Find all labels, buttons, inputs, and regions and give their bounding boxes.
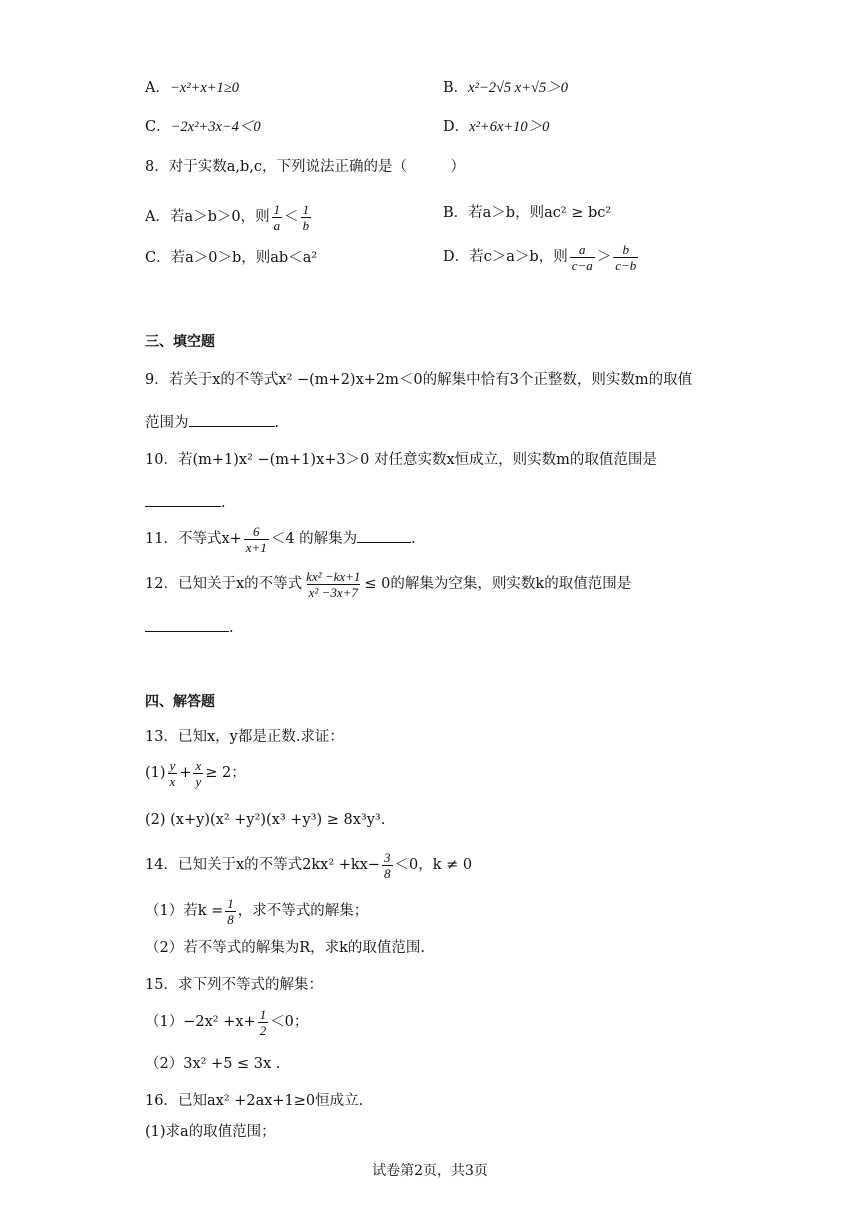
fraction bbox=[613, 242, 638, 273]
q7-option-d bbox=[443, 117, 549, 137]
option-label: C． bbox=[145, 250, 171, 266]
fraction bbox=[272, 202, 283, 233]
q10-line1: 10．若(m+1)x² −(m+1)x+3＞0 对任意实数x恒成立，则实数m的取值范围是 bbox=[145, 452, 657, 468]
period: . bbox=[411, 531, 416, 547]
q12-prefix: 12．已知关于x的不等式 bbox=[145, 576, 303, 592]
numerator: x bbox=[195, 757, 202, 773]
option-label: D． bbox=[443, 119, 470, 135]
part-prefix: （1）若k = bbox=[145, 903, 224, 919]
q16-part1: (1)求a的取值范围； bbox=[145, 1124, 276, 1140]
answer-blank[interactable] bbox=[145, 492, 221, 507]
fraction bbox=[193, 758, 203, 789]
option-label: D． bbox=[443, 249, 470, 265]
part-label: (1) bbox=[145, 765, 166, 781]
q7-option-b bbox=[443, 78, 568, 98]
section-title-fill-in: 三、填空题 bbox=[145, 334, 215, 350]
operator: ＜ bbox=[284, 209, 299, 225]
option-label: A． bbox=[145, 209, 170, 225]
option-expr: x²−2√5 x+√5＞0 bbox=[468, 80, 568, 96]
q16-stem: 16．已知ax² +2ax+1≥0恒成立. bbox=[145, 1093, 364, 1109]
option-label: C． bbox=[145, 119, 171, 135]
numerator: 1 bbox=[259, 1006, 267, 1022]
part-suffix: ，求不等式的解集； bbox=[237, 903, 369, 919]
operator: + bbox=[179, 765, 192, 781]
q13-stem: 13．已知x，y都是正数.求证： bbox=[145, 729, 344, 745]
fraction bbox=[382, 850, 393, 881]
answer-blank[interactable] bbox=[189, 412, 275, 427]
period: . bbox=[229, 620, 234, 636]
fraction bbox=[244, 524, 269, 555]
denominator: c−a bbox=[571, 257, 593, 273]
operator: ＞ bbox=[596, 249, 612, 265]
q11 bbox=[145, 522, 416, 556]
fraction bbox=[258, 1007, 269, 1038]
q13-part2: (2) (x+y)(x² +y²)(x³ +y³) ≥ 8x³y³. bbox=[145, 812, 386, 828]
fraction bbox=[570, 242, 595, 273]
numerator: y bbox=[169, 757, 176, 773]
numerator: 1 bbox=[302, 201, 310, 217]
option-text: 若a＞0＞b，则ab＜a² bbox=[170, 250, 318, 266]
q8-option-c bbox=[145, 248, 317, 268]
part-prefix: （1）−2x² +x+ bbox=[145, 1014, 256, 1030]
q8-option-d bbox=[443, 240, 640, 274]
q8-option-a bbox=[145, 200, 313, 234]
q13-part1 bbox=[145, 756, 246, 790]
fraction bbox=[304, 569, 362, 600]
option-label: B． bbox=[443, 205, 469, 221]
q11-prefix: 11．不等式x+ bbox=[145, 531, 242, 547]
q12-line2 bbox=[145, 617, 234, 638]
period: . bbox=[221, 495, 226, 511]
numerator: 1 bbox=[273, 201, 281, 217]
page-footer: 试卷第2页，共3页 bbox=[372, 1163, 488, 1179]
q10-line2 bbox=[145, 492, 226, 513]
fraction bbox=[225, 896, 236, 927]
option-pre: 若a＞b＞0，则 bbox=[169, 209, 270, 225]
part-suffix: ≥ 2； bbox=[205, 765, 246, 781]
q15-part2: （2）3x² +5 ≤ 3x . bbox=[145, 1056, 281, 1072]
numerator: b bbox=[622, 241, 630, 257]
denominator: 8 bbox=[384, 865, 391, 881]
period: . bbox=[274, 415, 280, 431]
q14-stem bbox=[145, 848, 472, 882]
fraction bbox=[168, 758, 178, 789]
option-pre: 若c＞a＞b，则 bbox=[469, 249, 568, 265]
option-expr: −x²+x+1≥0 bbox=[169, 80, 240, 96]
numerator: 3 bbox=[384, 849, 391, 865]
answer-blank[interactable] bbox=[357, 528, 411, 543]
q9-line2 bbox=[145, 412, 279, 433]
q14-suffix: ＜0，k ≠ 0 bbox=[394, 857, 473, 873]
fraction bbox=[301, 202, 312, 233]
option-expr: −2x²+3x−4＜0 bbox=[170, 119, 261, 135]
q15-stem: 15．求下列不等式的解集： bbox=[145, 977, 323, 993]
q8-option-b bbox=[443, 203, 611, 223]
q11-suffix: ＜4 的解集为 bbox=[270, 531, 358, 547]
q14-part2: （2）若不等式的解集为R，求k的取值范围. bbox=[145, 940, 426, 956]
q14-part1 bbox=[145, 894, 368, 928]
q9-prefix: 范围为 bbox=[145, 415, 189, 431]
denominator: a bbox=[273, 217, 281, 233]
option-expr: x²+6x+10＞0 bbox=[469, 119, 550, 135]
q12-suffix: ≤ 0的解集为空集，则实数k的取值范围是 bbox=[364, 576, 632, 592]
numerator: a bbox=[578, 241, 586, 257]
denominator: b bbox=[302, 217, 310, 233]
denominator: x+1 bbox=[245, 539, 267, 555]
denominator: x² −3x+7 bbox=[308, 584, 358, 600]
q7-option-a bbox=[145, 78, 239, 98]
numerator: kx² −kx+1 bbox=[306, 568, 361, 584]
denominator: c−b bbox=[615, 257, 637, 273]
q7-option-c bbox=[145, 117, 261, 137]
denominator: y bbox=[195, 773, 202, 789]
q14-prefix: 14．已知关于x的不等式2kx² +kx− bbox=[145, 857, 381, 873]
q12-line1 bbox=[145, 566, 631, 602]
denominator: x bbox=[169, 773, 176, 789]
q15-part1 bbox=[145, 1005, 308, 1039]
section-title-answer: 四、解答题 bbox=[145, 694, 215, 710]
option-label: B． bbox=[443, 80, 469, 96]
denominator: 8 bbox=[227, 911, 234, 927]
answer-blank[interactable] bbox=[145, 617, 229, 632]
option-label: A． bbox=[145, 80, 170, 96]
option-text: 若a＞b，则ac² ≥ bc² bbox=[468, 205, 612, 221]
q8-stem: 8．对于实数a,b,c，下列说法正确的是（ ） bbox=[145, 159, 465, 175]
numerator: 6 bbox=[253, 523, 260, 539]
q9-line1: 9．若关于x的不等式x² −(m+2)x+2m＜0的解集中恰有3个正整数，则实数m的取值 bbox=[145, 372, 693, 388]
part-suffix: ＜0； bbox=[270, 1014, 309, 1030]
denominator: 2 bbox=[259, 1022, 267, 1038]
numerator: 1 bbox=[227, 895, 234, 911]
